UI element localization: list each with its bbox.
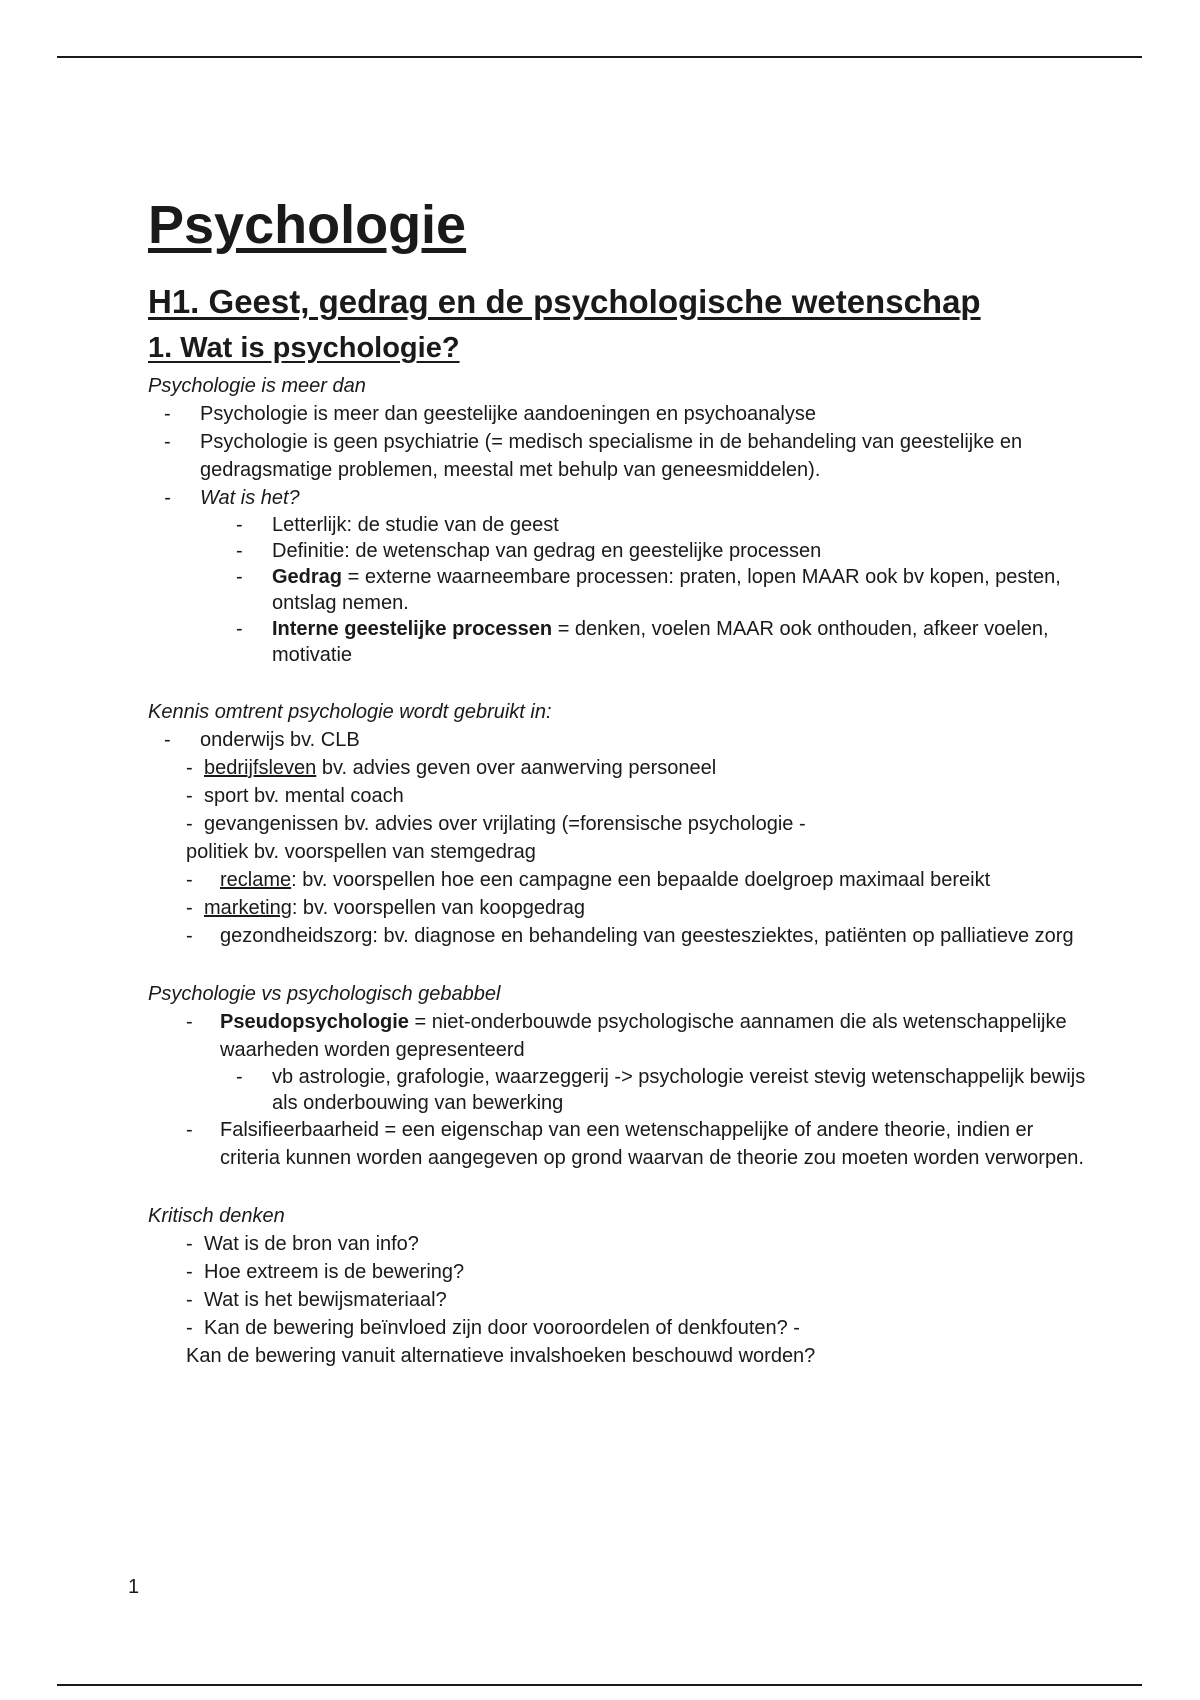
gezondheid-text: - gezondheidszorg: bv. diagnose en behandeling van geestesziektes, patiënten op palliatieve zorg bbox=[220, 925, 1074, 947]
sub-list-item: - Definitie: de wetenschap van gedrag en geestelijke processen bbox=[148, 538, 1088, 564]
top-rule bbox=[57, 56, 1142, 58]
list-item: - Kan de bewering beïnvloed zijn door vooroordelen of denkfouten? - bbox=[148, 1314, 1088, 1342]
term-gedrag: Gedrag bbox=[272, 566, 343, 588]
term-pseudopsychologie-text: = niet-onderbouwde psychologische aannamen die als wetenschappelijke waarheden worden gepresenteerd bbox=[220, 1011, 1067, 1061]
term-gedrag-definition: = externe waarneembare processen: praten, lopen MAAR ook bv kopen, pesten, ontslag nemen. bbox=[272, 566, 1061, 614]
kennis-list bbox=[148, 726, 1088, 950]
sub-list-item bbox=[148, 564, 1088, 616]
section-kritisch-heading: Kritisch denken bbox=[148, 1205, 285, 1227]
sub-list-item: - Letterlijk: de studie van de geest bbox=[148, 512, 1088, 538]
sub-list-item bbox=[148, 616, 1088, 668]
term-pseudopsychologie: Pseudopsychologie bbox=[220, 1011, 409, 1033]
term-marketing: marketing bbox=[204, 897, 292, 919]
list-item: - sport bv. mental coach bbox=[148, 782, 1088, 810]
term-marketing-text: : bv. voorspellen van koopgedrag bbox=[291, 897, 585, 919]
term-reclame: reclame bbox=[220, 869, 292, 891]
document-page bbox=[148, 190, 1088, 1370]
list-item bbox=[148, 1008, 1088, 1064]
term-bedrijfsleven: bedrijfsleven bbox=[204, 757, 317, 779]
term-interne-processen: Interne geestelijke processen bbox=[272, 618, 553, 640]
page-title: Psychologie bbox=[148, 195, 467, 255]
list-item: - Psychologie is geen psychiatrie (= medisch specialisme in de behandeling van geestelijke en gedragsmatige problemen, meestal met behulp van geneesmiddelen). bbox=[148, 428, 1088, 484]
list-item: - Wat is het? bbox=[148, 484, 1088, 512]
list-item bbox=[148, 1116, 1088, 1172]
list-item bbox=[148, 866, 1088, 894]
section-kennis-heading: Kennis omtrent psychologie wordt gebruikt in: bbox=[148, 701, 552, 723]
falsifieer-text: - Falsifieerbaarheid = een eigenschap van een wetenschappelijke of andere theorie, indien er criteria kunnen worden aangegeven op grond waarvan de theorie zou moeten worden verworpen. bbox=[220, 1119, 1084, 1169]
list-item bbox=[148, 922, 1088, 950]
page-number: 1 bbox=[128, 1576, 140, 1598]
term-interne-definition: = denken, voelen MAAR ook onthouden, afkeer voelen, motivatie bbox=[272, 618, 1049, 666]
list-item bbox=[148, 894, 1088, 922]
list-item bbox=[148, 754, 1088, 782]
term-reclame-text: : bv. voorspellen hoe een campagne een bepaalde doelgroep maximaal bereikt bbox=[291, 869, 991, 891]
bottom-rule bbox=[57, 1684, 1142, 1686]
term-bedrijfsleven-text: bv. advies geven over aanwerving personeel bbox=[316, 757, 717, 779]
list-item: politiek bv. voorspellen van stemgedrag bbox=[186, 841, 536, 863]
list-item: - Psychologie is meer dan geestelijke aandoeningen en psychoanalyse bbox=[148, 400, 1088, 428]
definition-list bbox=[148, 400, 1088, 668]
list-item: Kan de bewering vanuit alternatieve invalshoeken beschouwd worden? bbox=[186, 1345, 816, 1367]
list-item: - onderwijs bv. CLB bbox=[148, 726, 1088, 754]
list-item: - Hoe extreem is de bewering? bbox=[148, 1258, 1088, 1286]
kritisch-list bbox=[148, 1230, 1088, 1370]
pseudo-list bbox=[148, 1008, 1088, 1172]
list-item: - Wat is het bewijsmateriaal? bbox=[148, 1286, 1088, 1314]
sub-list-item: - vb astrologie, grafologie, waarzeggerij -> psychologie vereist stevig wetenschappelijk bewijs als onderbouwing van bewerking bbox=[148, 1064, 1088, 1116]
section-pseudo-heading: Psychologie vs psychologisch gebabbel bbox=[148, 983, 501, 1005]
section-intro: Psychologie is meer dan bbox=[148, 375, 366, 397]
list-item: - Wat is de bron van info? bbox=[148, 1230, 1088, 1258]
list-item: - gevangenissen bv. advies over vrijlating (=forensische psychologie - bbox=[148, 810, 1088, 838]
section-heading: 1. Wat is psychologie? bbox=[148, 332, 460, 364]
chapter-heading: H1. Geest, gedrag en de psychologische wetenschap bbox=[148, 283, 981, 320]
